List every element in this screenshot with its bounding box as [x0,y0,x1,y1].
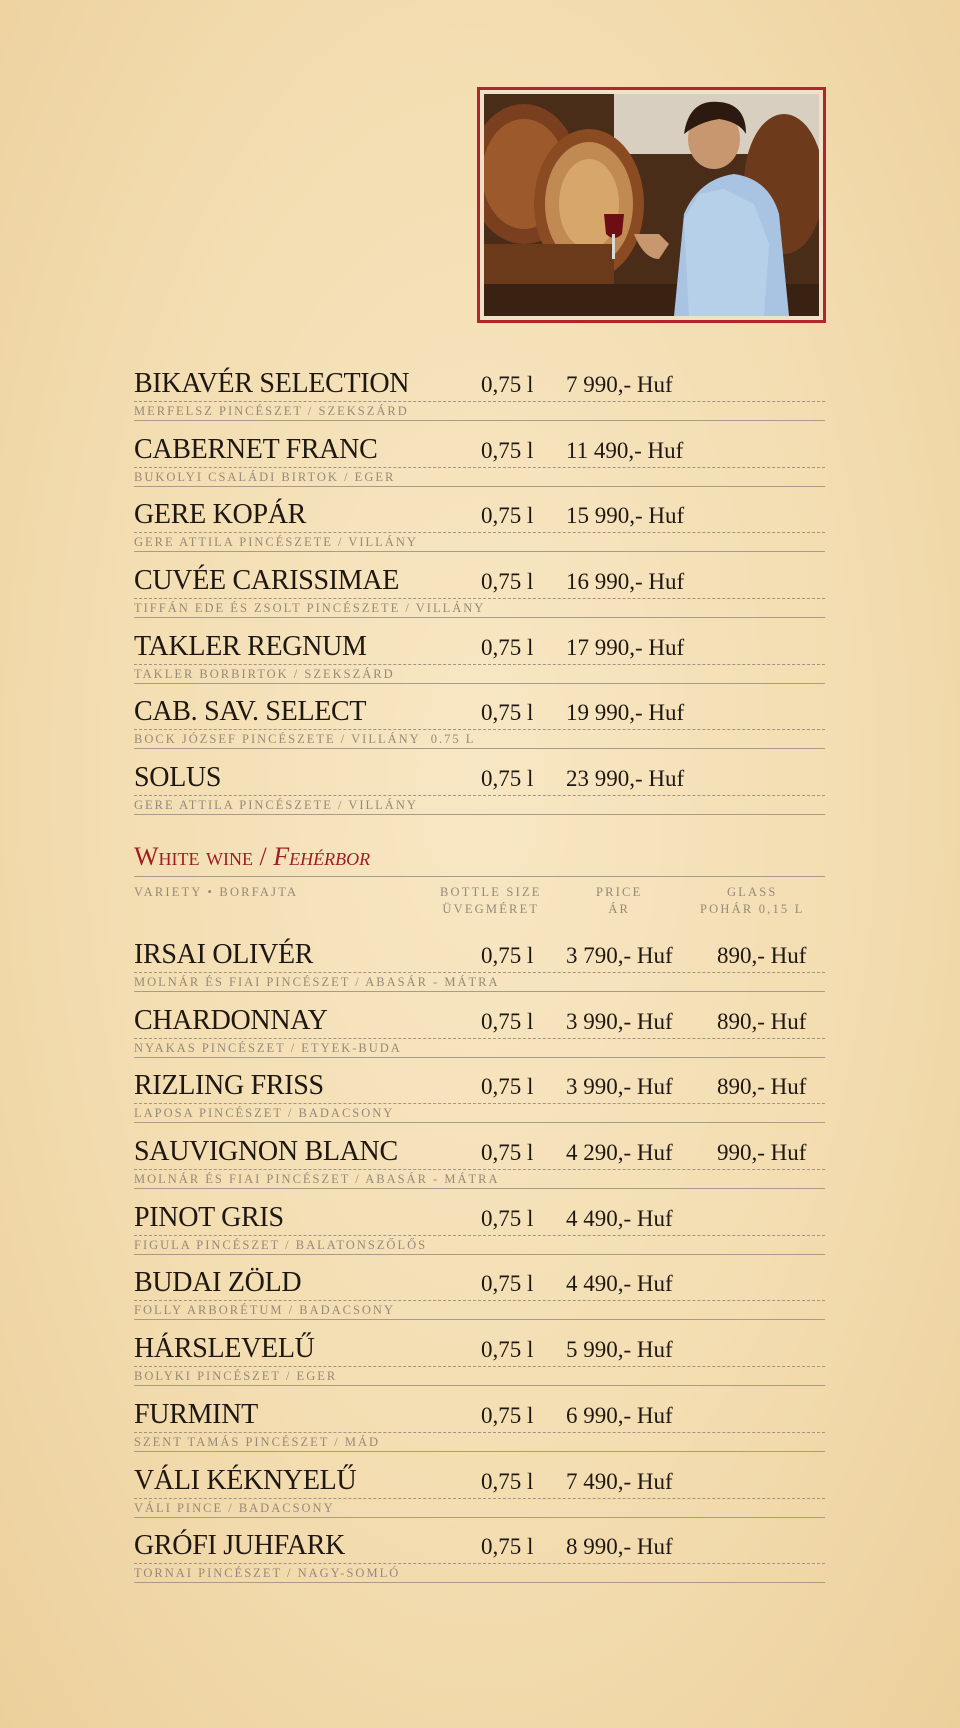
column-header-price-hu: ÁR [608,902,631,916]
producer-label: MOLNÁR ÉS FIAI PINCÉSZET / ABASÁR - MÁTRA [134,1172,500,1187]
bottle-price: 3 990,- Huf [566,1074,673,1100]
list-item-harslevelu [134,1325,825,1391]
producer-name: BOCK JÓZSEF PINCÉSZETE / VILLÁNY [134,732,421,747]
bottle-size: 0,75 l [481,1534,534,1560]
bottle-size: 0,75 l [481,1205,534,1231]
wine-name: CABERNET FRANC [134,433,378,465]
bottle-size: 0,75 l [481,700,534,726]
solid-divider [134,814,825,815]
column-header-price [596,884,642,918]
bottle-size: 0,75 l [481,1468,534,1494]
wine-name: PINOT GRIS [134,1201,284,1233]
dashed-divider [134,1103,825,1104]
column-header-price-en: PRICE [596,885,643,899]
glass-price: 990,- Huf [717,1140,807,1166]
producer-extra: 0.75 L [430,732,476,747]
column-header-bottle-size [440,884,542,918]
solid-divider [134,683,825,684]
bottle-size: 0,75 l [481,766,534,792]
list-item-gere-kopar [134,491,825,557]
bottle-size: 0,75 l [481,1008,534,1034]
section-title-separator: / [259,842,267,871]
dashed-divider [134,532,825,533]
section-title-hu: Fehérbor [273,842,371,871]
producer-label: VÁLI PINCE / BADACSONY [134,1500,335,1515]
bottle-size: 0,75 l [481,372,534,397]
producer-label: SZENT TAMÁS PINCÉSZET / MÁD [134,1434,381,1449]
list-item-cab-sav-select [134,688,825,754]
glass-price: 890,- Huf [717,1074,807,1100]
dashed-divider [134,1498,825,1499]
dashed-divider [134,401,825,402]
bottle-size: 0,75 l [481,1074,534,1100]
bottle-price: 4 290,- Huf [566,1140,673,1166]
dashed-divider [134,467,825,468]
solid-divider [134,991,825,992]
producer-label: TIFFÁN EDE ÉS ZSOLT PINCÉSZETE / VILLÁNY [134,601,486,616]
column-header-glass-en: GLASS [726,885,778,899]
producer-label: NYAKAS PINCÉSZET / ETYEK-BUDA [134,1040,402,1055]
list-item-furmint [134,1391,825,1457]
wine-name: GERE KOPÁR [134,499,307,531]
solid-divider [134,420,825,421]
wine-name: VÁLI KÉKNYELŰ [134,1464,357,1496]
list-item-solus [134,754,825,820]
glass-price: 890,- Huf [717,1008,807,1034]
bottle-size: 0,75 l [481,503,534,529]
bottle-size: 0,75 l [481,1271,534,1297]
column-header-glass [700,884,805,918]
list-item-cuvee-carissimae [134,557,825,623]
solid-divider [134,1254,825,1255]
producer-label: TORNAI PINCÉSZET / NAGY-SOMLÓ [134,1566,401,1581]
list-item-pinot-gris [134,1194,825,1260]
bottle-price: 23 990,- Huf [566,766,685,792]
column-header-glass-hu: POHÁR 0,15 L [700,902,805,916]
wine-name: RIZLING FRISS [134,1070,324,1102]
list-item-grofi-juhfark [134,1522,825,1588]
bottle-size: 0,75 l [481,1402,534,1428]
dashed-divider [134,1300,825,1301]
bottle-price: 4 490,- Huf [566,1205,673,1231]
bottle-price: 6 990,- Huf [566,1402,673,1428]
producer-label: GERE ATTILA PINCÉSZETE / VILLÁNY [134,798,418,813]
bottle-price: 5 990,- Huf [566,1337,673,1363]
producer-label: TAKLER BORBIRTOK / SZEKSZÁRD [134,666,395,681]
solid-divider [134,1451,825,1452]
bottle-price: 7 990,- Huf [566,372,673,397]
column-header-bottle-size-en: BOTTLE SIZE [440,885,542,899]
section-title-en: White wine [134,842,254,871]
solid-divider [134,1517,825,1518]
solid-divider [134,1582,825,1583]
bottle-size: 0,75 l [481,437,534,463]
section-divider [134,876,825,877]
bottle-price: 19 990,- Huf [566,700,685,726]
list-item-sauvignon-blanc [134,1128,825,1194]
dashed-divider [134,1366,825,1367]
dashed-divider [134,795,825,796]
solid-divider [134,1319,825,1320]
bottle-price: 8 990,- Huf [566,1534,673,1560]
wine-name: CHARDONNAY [134,1004,328,1036]
bottle-price: 7 490,- Huf [566,1468,673,1494]
winemaker-photo-illustration [484,94,819,316]
winemaker-photo [484,94,819,316]
dashed-divider [134,729,825,730]
wine-name: SAUVIGNON BLANC [134,1136,398,1168]
list-item-bikaver-selection [134,360,825,426]
bottle-size: 0,75 l [481,943,534,968]
section-title-white-wine [134,842,370,872]
list-item-budai-zold [134,1259,825,1325]
wine-name: CAB. SAV. SELECT [134,696,367,728]
white-wine-list [134,931,825,1588]
wine-name: BIKAVÉR SELECTION [134,368,410,399]
solid-divider [134,617,825,618]
dashed-divider [134,1432,825,1433]
bottle-size: 0,75 l [481,569,534,595]
producer-label: BOLYKI PINCÉSZET / EGER [134,1369,338,1384]
list-item-vali-keknyelu [134,1457,825,1523]
solid-divider [134,748,825,749]
producer-label: FOLLY ARBORÉTUM / BADACSONY [134,1303,395,1318]
solid-divider [134,1122,825,1123]
wine-name: FURMINT [134,1398,258,1430]
solid-divider [134,486,825,487]
bottle-size: 0,75 l [481,1337,534,1363]
producer-label: LAPOSA PINCÉSZET / BADACSONY [134,1106,395,1121]
wine-name: BUDAI ZÖLD [134,1267,302,1299]
wine-name: TAKLER REGNUM [134,630,367,662]
glass-price: 890,- Huf [717,943,807,968]
bottle-price: 15 990,- Huf [566,503,685,529]
producer-label: GERE ATTILA PINCÉSZETE / VILLÁNY [134,535,418,550]
winemaker-photo-frame [477,87,826,323]
solid-divider [134,551,825,552]
wine-name: GRÓFI JUHFARK [134,1530,346,1562]
solid-divider [134,1057,825,1058]
bottle-size: 0,75 l [481,1140,534,1166]
producer-label: MERFELSZ PINCÉSZET / SZEKSZÁRD [134,404,409,418]
solid-divider [134,1385,825,1386]
bottle-price: 11 490,- Huf [566,437,684,463]
producer-label: MOLNÁR ÉS FIAI PINCÉSZET / ABASÁR - MÁTRA [134,975,500,989]
bottle-price: 3 790,- Huf [566,943,673,968]
dashed-divider [134,1038,825,1039]
list-item-cabernet-franc [134,426,825,492]
column-header-bottle-size-hu: ÜVEGMÉRET [442,902,540,916]
wine-name: HÁRSLEVELŰ [134,1333,315,1365]
list-item-irsai-oliver [134,931,825,997]
list-item-takler-regnum [134,623,825,689]
list-item-chardonnay [134,997,825,1063]
bottle-price: 16 990,- Huf [566,569,685,595]
column-header-variety: VARIETY • BORFAJTA [134,885,299,899]
producer-label: FIGULA PINCÉSZET / BALATONSZŐLŐS [134,1237,428,1252]
wine-name: CUVÉE CARISSIMAE [134,565,400,597]
bottle-price: 17 990,- Huf [566,634,685,660]
bottle-size: 0,75 l [481,634,534,660]
bottle-price: 3 990,- Huf [566,1008,673,1034]
wine-name: IRSAI OLIVÉR [134,939,314,970]
bottle-price: 4 490,- Huf [566,1271,673,1297]
dashed-divider [134,664,825,665]
solid-divider [134,1188,825,1189]
producer-label: BUKOLYI CSALÁDI BIRTOK / EGER [134,469,396,484]
dashed-divider [134,598,825,599]
producer-label [134,732,475,747]
list-item-rizling-friss [134,1062,825,1128]
dashed-divider [134,1235,825,1236]
dashed-divider [134,1563,825,1564]
dashed-divider [134,972,825,973]
wine-name: SOLUS [134,762,222,794]
dashed-divider [134,1169,825,1170]
red-wine-list [134,360,825,820]
